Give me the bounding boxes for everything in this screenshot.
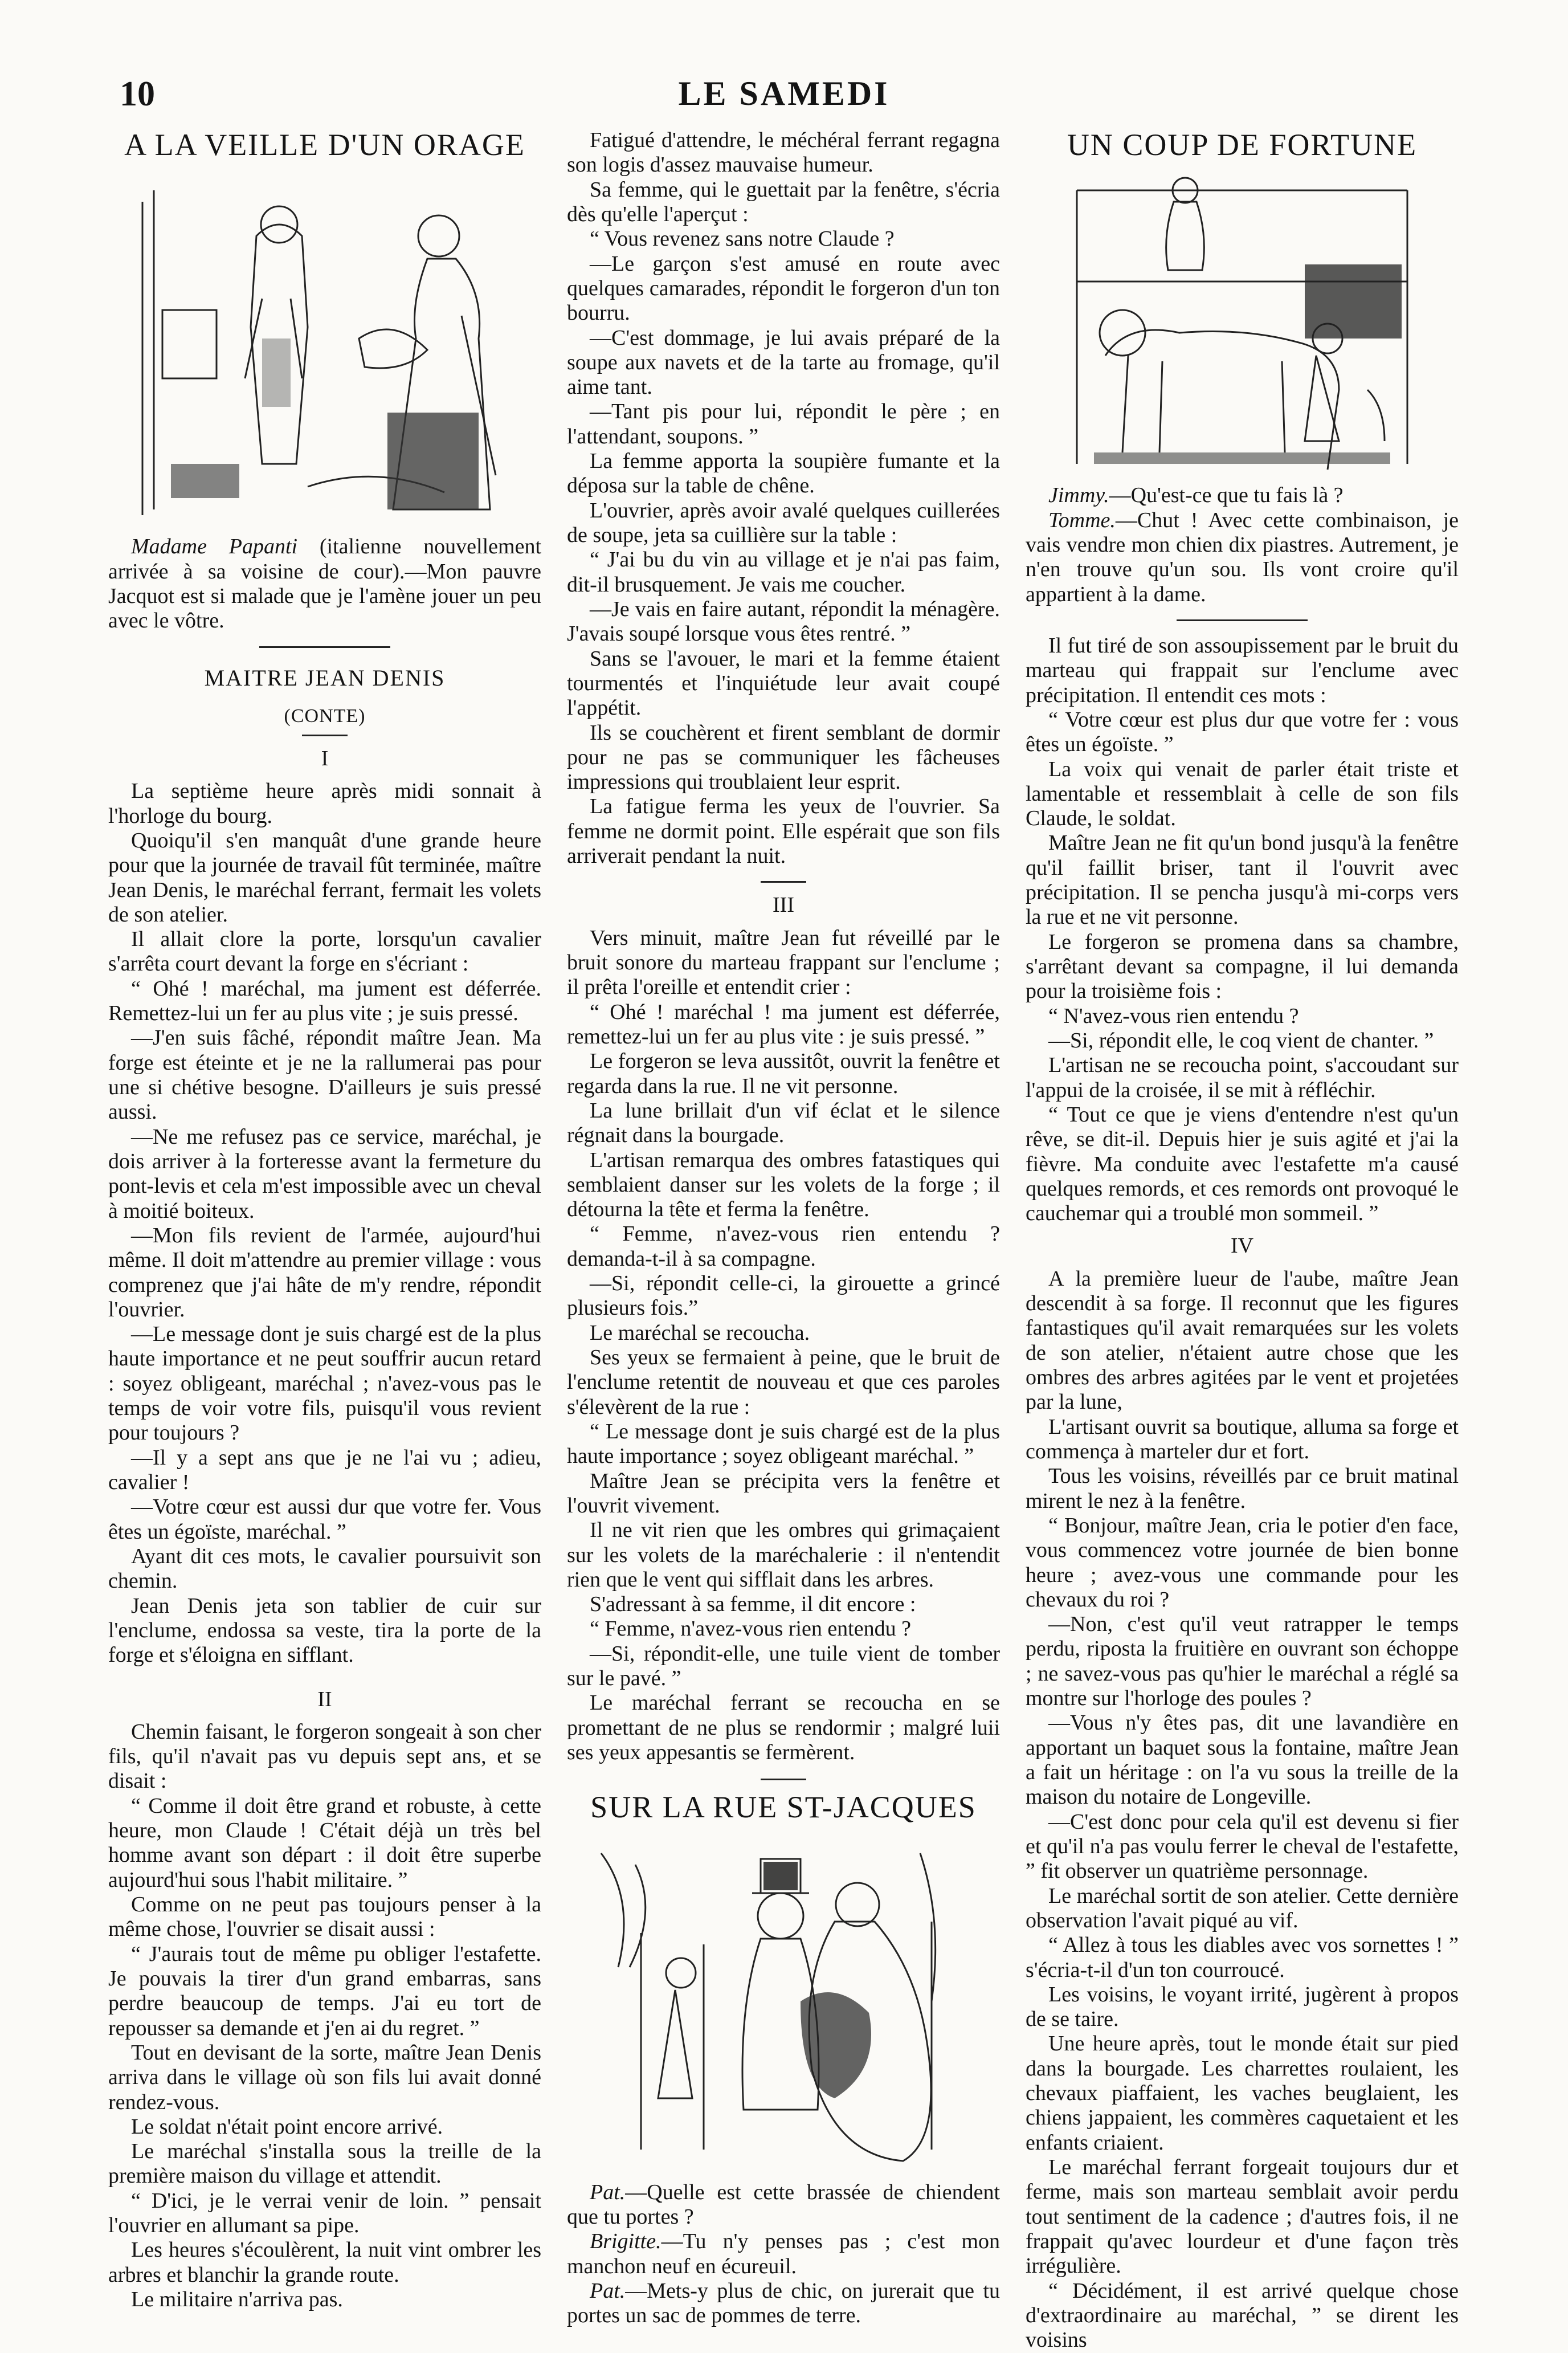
paragraph: “ Allez à tous les diables avec vos sornettes ! ” s'écria-t-il d'un ton courroucé. (1026, 1933, 1459, 1982)
paragraph: “ Votre cœur est plus dur que votre fer : vous êtes un égoïste. ” (1026, 707, 1459, 757)
cartoon-illustration-fortune (1060, 168, 1424, 475)
masthead-title: LE SAMEDI (678, 75, 890, 112)
cartoon-illustration-orage (120, 168, 530, 527)
paragraph: Le maréchal sortit de son atelier. Cette dernière observation l'avait piqué au vif. (1026, 1883, 1459, 1932)
paragraph: —Le message dont je suis chargé est de la plus haute importance et ne peut souffrir aucun retard : soyez obligeant, maréchal ; n'avez-vous pas le temps de voir votre fils, puisqu'il vous revient pour toujours ? (108, 1322, 541, 1445)
story-title: MAITRE JEAN DENIS (204, 664, 446, 691)
cartoon-illustration-jacques (590, 1830, 977, 2172)
paragraph: “ Ohé ! maréchal, ma jument est déferrée. Remettez-lui un fer au plus vite ; je suis pressé. (108, 976, 541, 1026)
paragraph: Une heure après, tout le monde était sur pied dans la bourgade. Les charrettes roulaient, les chevaux piaffaient, les vaches beuglaient, les chiens jappaient, les commères caquetaient et les enfants criaient. (1026, 2032, 1459, 2155)
paragraph: Le forgeron se promena dans sa chambre, s'arrêtant devant sa compagne, il lui demanda pour la troisième fois : (1026, 929, 1459, 1004)
section-heading-i: I (321, 746, 329, 770)
paragraph: La voix qui venait de parler était triste et lamentable et ressemblait à celle de son fils Claude, le soldat. (1026, 757, 1459, 831)
dialog-line: —Qu'est-ce que tu fais là ? (1109, 483, 1344, 508)
paragraph: La septième heure après midi sonnait à l'horloge du bourg. (108, 779, 541, 828)
paragraph: “ N'avez-vous rien entendu ? (1048, 1004, 1299, 1028)
paragraph: —Non, c'est qu'il veut ratrapper le temps perdu, riposta la fruitière en ouvrant son échoppe ; ne savez-vous pas qu'hier le maréchal a réglé sa montre sur l'horloge des poules ? (1026, 1612, 1459, 1711)
cartoon-caption-orage (108, 535, 541, 633)
paragraph: —Ne me refusez pas ce service, maréchal, je dois arriver à la forteresse avant la fermeture du pont-levis et cela m'est impossible avec un cheval à moitié boiteux. (108, 1124, 541, 1223)
paragraph: Quoiqu'il s'en manquât d'une grande heure pour que la journée de travail fût terminée, maître Jean Denis, le maréchal ferrant, fermait les volets de son atelier. (108, 828, 541, 927)
divider-rule-short (302, 735, 348, 736)
paragraph: “ Femme, n'avez-vous rien entendu ? (590, 1617, 911, 1641)
paragraph: Le maréchal ferrant forgeait toujours dur et ferme, mais son marteau semblait avoir perdu tout sentiment de la cadence ; d'autres fois, il ne frappait qu'avec lourdeur et d'une façon très irrégulière. (1026, 2155, 1459, 2278)
paragraph: Il allait clore la porte, lorsqu'un cavalier s'arrêta court devant la forge en s'écriant : (108, 927, 541, 976)
dialog-speaker: Brigitte. (590, 2229, 662, 2254)
divider-rule (259, 646, 390, 648)
paragraph: —Si, répondit elle, le coq vient de chanter. ” (1048, 1028, 1434, 1053)
paragraph: Le forgeron se leva aussitôt, ouvrit la fenêtre et regarda dans la rue. Il ne vit personne. (567, 1049, 1000, 1098)
paragraph: Maître Jean se précipita vers la fenêtre et l'ouvrit vivement. (567, 1469, 1000, 1518)
paragraph: Jean Denis jeta son tablier de cuir sur l'enclume, endossa sa veste, tira la porte de la forge et s'éloigna en sifflant. (108, 1593, 541, 1667)
section-body-ii (108, 1720, 541, 2313)
paragraph: —Tant pis pour lui, répondit le père ; en l'attendant, soupons. ” (567, 399, 1000, 448)
cartoon-caption-jacques (567, 2180, 1000, 2328)
paragraph: Le militaire n'arriva pas. (131, 2287, 343, 2312)
paragraph: L'artisant ouvrit sa boutique, alluma sa forge et commença à marteler dur et fort. (1026, 1414, 1459, 1463)
paragraph: “ Comme il doit être grand et robuste, à cette heure, mon Claude ! C'était déjà un très bel homme avant son départ : il doit être superbe aujourd'hui sous l'habit militaire. ” (108, 1793, 541, 1892)
paragraph: La lune brillait d'un vif éclat et le silence régnait dans la bourgade. (567, 1098, 1000, 1148)
paragraph: Les voisins, le voyant irrité, jugèrent à propos de se taire. (1026, 1982, 1459, 2032)
paragraph: Ayant dit ces mots, le cavalier poursuivit son chemin. (108, 1544, 541, 1593)
paragraph: Chemin faisant, le forgeron songeait à son cher fils, qu'il n'avait pas vu depuis sept ans, et se disait : (108, 1719, 541, 1793)
paragraph: A la première lueur de l'aube, maître Jean descendit à sa forge. Il reconnut que les figures fantastiques qu'il avait remarquées sur les volets de son atelier, n'étaient autre chose que les ombres des arbres agitées par le vent et projetées par la lune, (1026, 1266, 1459, 1414)
paragraph: S'adressant à sa femme, il dit encore : (590, 1592, 916, 1617)
paragraph: —J'en suis fâché, répondit maître Jean. Ma forge est éteinte et je ne la rallumerai pas pour une si chétive besogne. D'ailleurs je suis pressé aussi. (108, 1026, 541, 1124)
divider-rule (1177, 619, 1308, 621)
dialog-line: —Chut ! Avec cette combinaison, je vais vendre mon chien dix piastres. Autrement, je n'en trouve qu'un sou. Ils vont croire qu'il appartient à la dame. (1026, 508, 1459, 606)
paragraph: “ Vous revenez sans notre Claude ? (590, 227, 895, 251)
paragraph: “ Le message dont je suis chargé est de la plus haute importance ; soyez obligeant maréchal. ” (567, 1419, 1000, 1469)
cartoon-title-fortune: UN COUP DE FORTUNE (1067, 128, 1418, 162)
paragraph: La fatigue ferma les yeux de l'ouvrier. Sa femme ne dormit point. Elle espérait que son fils arriverait pendant la nuit. (567, 794, 1000, 868)
dialog-speaker: Pat. (590, 2278, 626, 2303)
paragraph: Sans se l'avouer, le mari et la femme étaient tourmentés et l'inquiétude leur avait coupé l'appétit. (567, 646, 1000, 720)
paragraph: “ Ohé ! maréchal ! ma jument est déferrée, remettez-lui un fer au plus vite : je suis pressé. ” (567, 1000, 1000, 1049)
paragraph: —Votre cœur est aussi dur que votre fer. Vous êtes un égoïste, maréchal. ” (108, 1495, 541, 1544)
paragraph: Le maréchal ferrant se recoucha en se promettant de ne plus se rendormir ; malgré luii ses yeux appesantis se fermèrent. (567, 1691, 1000, 1764)
cartoon-caption-fortune (1026, 483, 1459, 607)
page-number: 10 (120, 75, 155, 113)
story-subtitle: (CONTE) (284, 706, 366, 727)
dialog-line: —Tu n'y penses pas ; c'est mon manchon neuf en écureuil. (567, 2229, 1000, 2278)
section-heading-ii: II (317, 1687, 332, 1711)
paragraph: L'ouvrier, après avoir avalé quelques cuillerées de soupe, jeta sa cuillière sur la table : (567, 498, 1000, 547)
section-heading-iv: IV (1230, 1234, 1254, 1258)
section-body-iii (567, 926, 1000, 1765)
paragraph: L'artisan ne se recoucha point, s'accoudant sur l'appui de la croisée, il se mit à réfléchir. (1026, 1053, 1459, 1102)
paragraph: Tout en devisant de la sorte, maître Jean Denis arriva dans le village où son fils lui avait donné rendez-vous. (108, 2040, 541, 2114)
paragraph: “ Femme, n'avez-vous rien entendu ? demanda-t-il à sa compagne. (567, 1222, 1000, 1271)
caption-text: (italienne nouvellement arrivée à sa voisine de cour).—Mon pauvre Jacquot est si malade que je l'amène jouer un peu avec le vôtre. (108, 535, 541, 633)
paragraph: —C'est donc pour cela qu'il est devenu si fier et qu'il n'a pas voulu ferrer le cheval de l'estafette, ” fit observer un quatrième personnage. (1026, 1809, 1459, 1883)
paragraph: —Le garçon s'est amusé en route avec quelques camarades, répondit le forgeron d'un ton bourru. (567, 251, 1000, 325)
paragraph: —Si, répondit celle-ci, la girouette a grincé plusieurs fois.” (567, 1271, 1000, 1320)
paragraph: “ J'ai bu du vin au village et je n'ai pas faim, dit-il brusquement. Je vais me coucher. (567, 548, 1000, 597)
cartoon-title-jacques: SUR LA RUE ST-JACQUES (590, 1790, 977, 1825)
paragraph: Maître Jean ne fit qu'un bond jusqu'à la fenêtre qu'il faillit briser, tant il l'ouvrit avec précipitation. Il se pencha jusqu'à mi-corps vers la rue et ne vit personne. (1026, 831, 1459, 929)
section-body-iii-continued (1026, 634, 1459, 1226)
paragraph: Tous les voisins, réveillés par ce bruit matinal mirent le nez à la fenêtre. (1026, 1464, 1459, 1513)
divider-rule-short (761, 1779, 806, 1780)
paragraph: —Vous n'y êtes pas, dit une lavandière en apportant un baquet sous la fontaine, maître Jean a fait un héritage : on l'a vu sous la treille de la maison du notaire de Longeville. (1026, 1711, 1459, 1809)
paragraph: —C'est dommage, je lui avais préparé de la soupe aux navets et de la tarte au fromage, qu'il aime tant. (567, 325, 1000, 399)
paragraph: Vers minuit, maître Jean fut réveillé par le bruit sonore du marteau frappant sur l'enclume ; il prêta l'oreille et entendit crier : (567, 925, 1000, 1000)
paragraph: Il ne vit rien que les ombres qui grimaçaient sur les volets de la maréchalerie : il n'entendit rien que le vent qui sifflait dans les arbres. (567, 1518, 1000, 1592)
paragraph: Le soldat n'était point encore arrivé. (131, 2114, 443, 2139)
paragraph: —Mon fils revient de l'armée, aujourd'hui même. Il doit m'attendre au premier village : vous comprenez que j'ai hâte de m'y rendre, répondit l'ouvrier. (108, 1223, 541, 1322)
paragraph: Ils se couchèrent et firent semblant de dormir pour ne pas se communiquer les fâcheuses impressions qui troublaient leur esprit. (567, 720, 1000, 794)
paragraph: Le maréchal se recoucha. (590, 1320, 810, 1345)
paragraph: Le maréchal s'installa sous la treille de la première maison du village et attendit. (108, 2139, 541, 2188)
paragraph: L'artisan remarqua des ombres fatastiques qui semblaient danser sur les volets de la forge ; il détourna la tête et ferma la fenêtre. (567, 1148, 1000, 1222)
section-body-i (108, 779, 541, 1667)
paragraph: La femme apporta la soupière fumante et la déposa sur la table de chêne. (567, 449, 1000, 498)
paragraph: “ Décidément, il est arrivé quelque chose d'extraordinaire au maréchal, ” se dirent les voisins (1026, 2278, 1459, 2352)
paragraph: —Si, répondit-elle, une tuile vient de tomber sur le pavé. ” (567, 1641, 1000, 1691)
dialog-speaker: Tomme. (1048, 508, 1116, 532)
cartoon-title-orage: A LA VEILLE D'UN ORAGE (124, 128, 525, 162)
section-body-i-continued (567, 128, 1000, 868)
paragraph: Fatigué d'attendre, le méchéral ferrant regagna son logis d'assez mauvaise humeur. (567, 128, 1000, 177)
caption-speaker: Madame Papanti (131, 535, 298, 559)
column-1 (108, 128, 541, 2312)
column-3 (1026, 128, 1459, 2353)
dialog-line: —Mets-y plus de chic, on jurerait que tu portes un sac de pommes de terre. (567, 2278, 1000, 2328)
paragraph: “ Tout ce que je viens d'entendre n'est qu'un rêve, se dit-il. Depuis hier je suis agité et j'ai la fièvre. Ma conduite avec l'estafette m'a causé quelques remords, et ces remords ont provoqué le cauchemar qui a troublé mon sommeil. ” (1026, 1102, 1459, 1226)
page-header (120, 74, 1448, 120)
paragraph: “ D'ici, je le verrai venir de loin. ” pensait l'ouvrier en allumant sa pipe. (108, 2188, 541, 2238)
paragraph: —Il y a sept ans que je ne l'ai vu ; adieu, cavalier ! (108, 1445, 541, 1495)
paragraph: Ses yeux se fermaient à peine, que le bruit de l'enclume retentit de nouveau et que ces paroles s'élevèrent de la rue : (567, 1345, 1000, 1419)
paragraph: Les heures s'écoulèrent, la nuit vint ombrer les arbres et blanchir la grande route. (108, 2238, 541, 2287)
paragraph: Comme on ne peut pas toujours penser à la même chose, l'ouvrier se disait aussi : (108, 1893, 541, 1942)
paragraph: “ J'aurais tout de même pu obliger l'estafette. Je pouvais la tirer d'un grand embarras, sans perdre beaucoup de temps. J'ai eu tort de repousser sa demande et j'en ai du regret. ” (108, 1942, 541, 2040)
dialog-line: —Quelle est cette brassée de chiendent que tu portes ? (567, 2180, 1000, 2229)
section-heading-iii: III (773, 893, 794, 917)
section-body-iv (1026, 1267, 1459, 2353)
paragraph: —Je vais en faire autant, répondit la ménagère. J'avais soupé lorsque vous êtes rentré. ” (567, 597, 1000, 646)
column-2 (567, 128, 1000, 2328)
paragraph: “ Bonjour, maître Jean, cria le potier d'en face, vous commencez votre journée de bien bonne heure ; avez-vous une commande pour les chevaux du roi ? (1026, 1513, 1459, 1612)
divider-rule-short (761, 881, 806, 883)
dialog-speaker: Jimmy. (1048, 483, 1109, 508)
paragraph: Il fut tiré de son assoupissement par le bruit du marteau qui frappait sur l'enclume avec précipitation. Il entendit ces mots : (1026, 633, 1459, 707)
dialog-speaker: Pat. (590, 2180, 626, 2204)
paragraph: Sa femme, qui le guettait par la fenêtre, s'écria dès qu'elle l'aperçut : (567, 177, 1000, 226)
